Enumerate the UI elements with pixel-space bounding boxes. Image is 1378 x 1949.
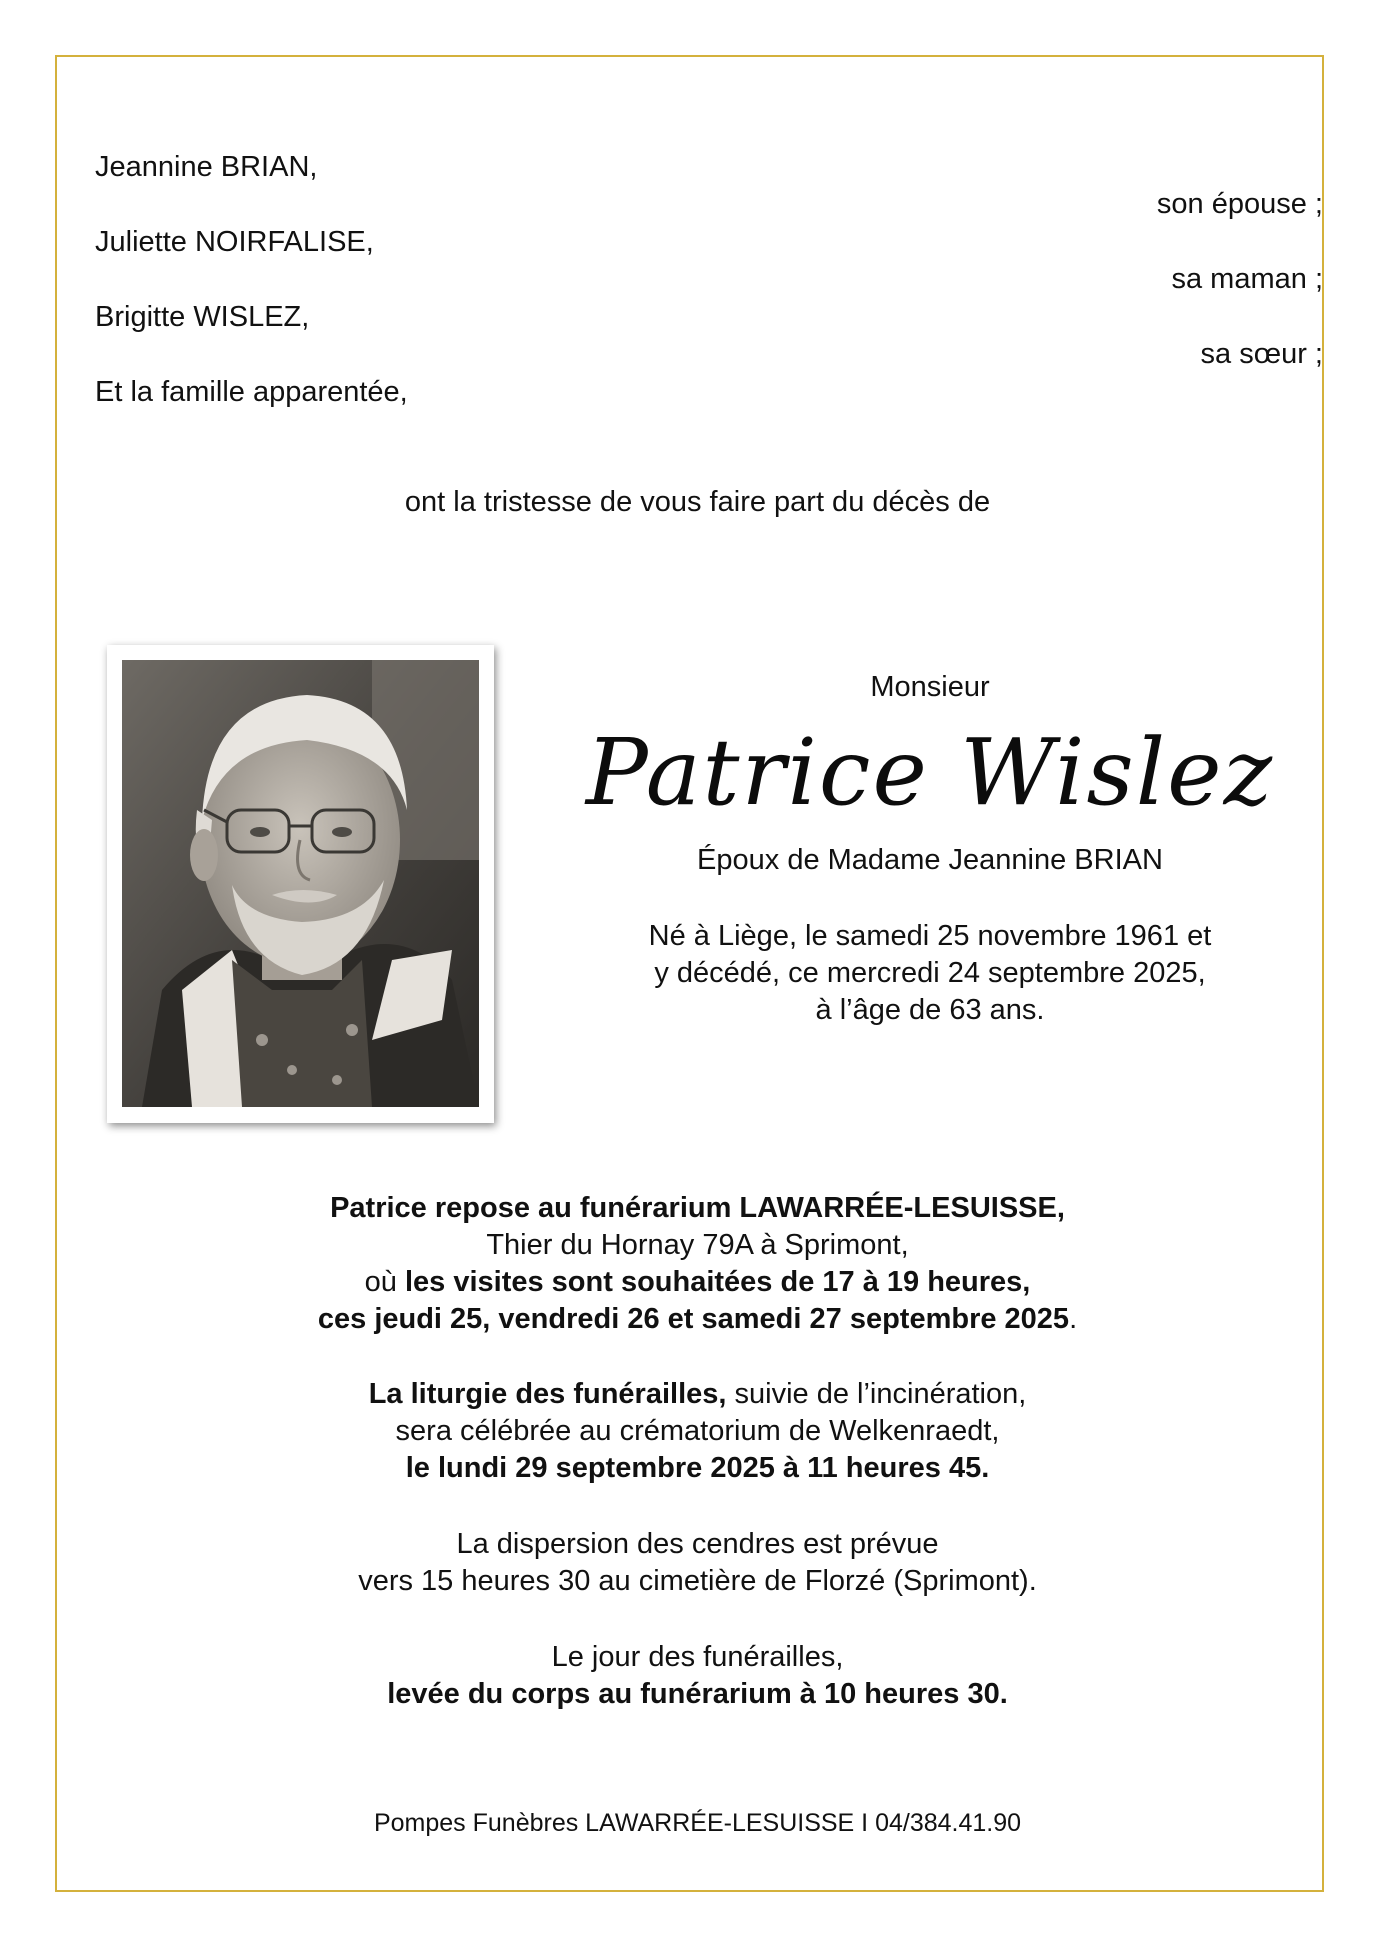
family-name-4: Et la famille apparentée,	[95, 376, 408, 408]
liturgy-venue: sera célébrée au crématorium de Welkenraedt,	[395, 1415, 1000, 1447]
funeral-day-block	[0, 1639, 1378, 1713]
age-line: à l’âge de 63 ans.	[815, 994, 1045, 1026]
visitation-block	[0, 1190, 1378, 1338]
family-relation-2: sa maman ;	[1171, 263, 1323, 295]
family-relation-3: sa sœur ;	[1200, 338, 1323, 370]
dispersion-block	[0, 1526, 1378, 1600]
birth-death-info	[580, 918, 1280, 1029]
death-line: y décédé, ce mercredi 24 septembre 2025,	[654, 957, 1206, 989]
visitation-location: Patrice repose au funérarium LAWARRÉE-LESUISSE,	[330, 1192, 1065, 1224]
levee-du-corps: levée du corps au funérarium à 10 heures 30.	[387, 1678, 1008, 1710]
liturgy-line: La liturgie des funérailles, suivie de l’incinération,	[368, 1378, 1027, 1410]
portrait-illustration	[122, 660, 479, 1107]
intro-text: ont la tristesse de vous faire part du décès de	[404, 486, 991, 518]
deceased-title: Monsieur	[870, 671, 990, 703]
visitation-address: Thier du Hornay 79A à Sprimont,	[486, 1229, 909, 1261]
dispersion-line-1: La dispersion des cendres est prévue	[456, 1528, 939, 1560]
visitation-hours-line: où les visites sont souhaitées de 17 à 19 heures,	[364, 1266, 1031, 1298]
deceased-name: Patrice Wislez	[585, 719, 1275, 826]
spouse-line: Époux de Madame Jeannine BRIAN	[697, 844, 1163, 876]
dispersion-line-2: vers 15 heures 30 au cimetière de Florzé (Sprimont).	[358, 1565, 1037, 1597]
portrait-photo	[107, 645, 494, 1123]
funeral-day-line: Le jour des funérailles,	[551, 1641, 844, 1673]
family-name-3: Brigitte WISLEZ,	[95, 301, 310, 333]
family-relation-1: son épouse ;	[1156, 188, 1323, 220]
liturgy-date: le lundi 29 septembre 2025 à 11 heures 45.	[405, 1452, 990, 1484]
liturgy-block	[0, 1376, 1378, 1487]
family-name-2: Juliette NOIRFALISE,	[95, 226, 374, 258]
family-name-1: Jeannine BRIAN,	[95, 151, 318, 183]
birth-line: Né à Liège, le samedi 25 novembre 1961 et	[648, 920, 1212, 952]
visitation-dates-line: ces jeudi 25, vendredi 26 et samedi 27 septembre 2025.	[317, 1303, 1078, 1335]
funeral-home-footer: Pompes Funèbres LAWARRÉE-LESUISSE I 04/384.41.90	[373, 1809, 1022, 1837]
